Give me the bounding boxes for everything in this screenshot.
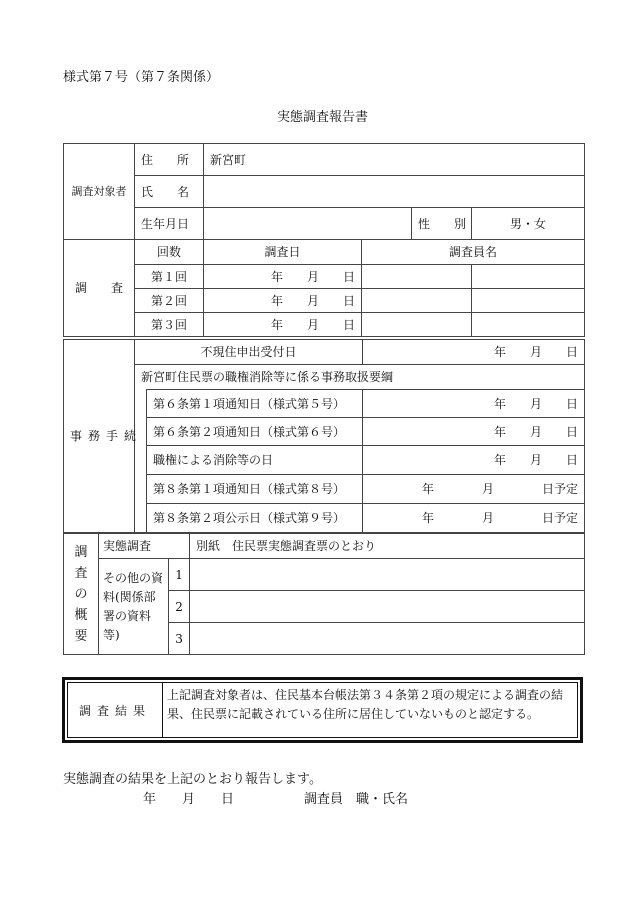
address-field[interactable]: 新宮町 [204, 144, 585, 176]
sex-label: 性 別 [412, 208, 472, 240]
overview-other-label: その他の資料(関係部署の資料等) [99, 559, 169, 655]
survey-col-staff: 調査員名 [362, 240, 585, 265]
survey-count: 第３回 [135, 313, 204, 337]
overview-table [63, 533, 585, 655]
indent-spacer [135, 390, 147, 533]
overview-note-field[interactable] [190, 623, 585, 655]
form-number: 様式第７号（第７条関係） [63, 70, 220, 85]
survey-staff-field[interactable] [362, 313, 472, 337]
survey-date-field[interactable]: 年 月 日 [204, 313, 362, 337]
overview-number: 3 [169, 623, 190, 655]
survey-count: 第１回 [135, 265, 204, 289]
report-date: 年 月 日 [143, 792, 235, 807]
overview-note-field[interactable] [190, 559, 585, 591]
overview-survey-label: 実態調査 [99, 534, 190, 559]
procedure-item-date[interactable]: 年 月 日予定 [363, 475, 585, 504]
survey-staff-field[interactable] [362, 265, 472, 289]
result-box [62, 677, 583, 743]
absence-label: 不現住申出受付日 [135, 340, 363, 365]
subject-survey-table [63, 143, 585, 337]
procedure-item-label: 第６条第２項通知日（様式第６号） [147, 418, 363, 446]
procedure-item-label: 第８条第１項通知日（様式第８号） [147, 475, 363, 504]
name-label: 氏 名 [135, 176, 204, 208]
procedure-item-date[interactable]: 年 月 日 [363, 418, 585, 446]
absence-date-field[interactable]: 年 月 日 [363, 340, 585, 365]
procedure-item-date[interactable]: 年 月 日 [363, 446, 585, 475]
survey-col-date: 調査日 [204, 240, 362, 265]
survey-date-field[interactable]: 年 月 日 [204, 289, 362, 313]
result-text: 上記調査対象者は、住民基本台帳法第３４条第２項の規定による調査の結果、住民票に記載されている住所に居住していないものと認定する。 [167, 688, 564, 721]
procedure-section-label: 事務手続 [64, 340, 135, 533]
overview-note-field[interactable] [190, 591, 585, 623]
overview-number: 2 [169, 591, 190, 623]
signer-line: 調査員 職・氏名 [304, 792, 409, 807]
survey-col-count: 回数 [135, 240, 204, 265]
overview-section-label: 調査の概要 [64, 534, 99, 655]
procedure-item-date[interactable]: 年 月 日予定 [363, 504, 585, 533]
result-label: 調査結果 [68, 683, 163, 737]
page-title: 実態調査報告書 [277, 110, 369, 125]
survey-staff-field[interactable] [362, 289, 472, 313]
address-label: 住 所 [135, 144, 204, 176]
procedure-item-label: 第６条第１項通知日（様式第５号） [147, 390, 363, 418]
survey-section-label: 調 査 [64, 240, 135, 337]
procedure-item-label: 職権による消除等の日 [147, 446, 363, 475]
survey-count: 第２回 [135, 289, 204, 313]
survey-staff-field[interactable] [472, 265, 585, 289]
procedure-item-date[interactable]: 年 月 日 [363, 390, 585, 418]
name-field[interactable] [204, 176, 585, 208]
procedure-item-label: 第８条第２項公示日（様式第９号） [147, 504, 363, 533]
birthdate-field[interactable] [204, 208, 412, 240]
survey-staff-field[interactable] [472, 289, 585, 313]
subject-section-label: 調査対象者 [64, 144, 135, 240]
guideline-label: 新宮町住民票の職権消除等に係る事務取扱要綱 [135, 365, 585, 390]
sex-field[interactable]: 男・女 [472, 208, 585, 240]
overview-survey-value: 別紙 住民票実態調査票のとおり [190, 534, 585, 559]
result-inner [67, 682, 578, 738]
procedure-table [63, 339, 585, 533]
birthdate-label: 生年月日 [135, 208, 204, 240]
report-line: 実態調査の結果を上記のとおり報告します。 [63, 772, 322, 787]
survey-date-field[interactable]: 年 月 日 [204, 265, 362, 289]
survey-staff-field[interactable] [472, 313, 585, 337]
overview-number: 1 [169, 559, 190, 591]
